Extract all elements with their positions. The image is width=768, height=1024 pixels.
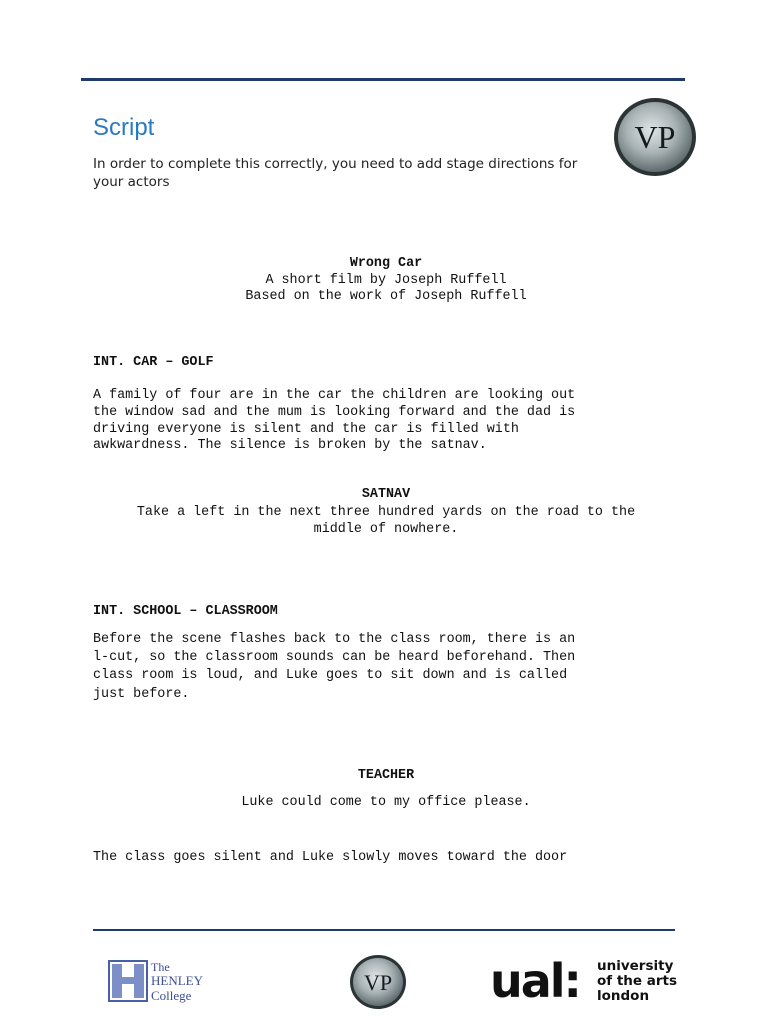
bottom-divider (93, 929, 675, 931)
script-byline: A short film by Joseph Ruffell (265, 273, 507, 288)
action-text: A family of four are in the car the children are looking out the window sad and the mum is looking forward and the dad is driving everyone is silent and the car is filled with awkwardness. The silence is broken by the satnav. (93, 388, 576, 454)
action-text: The class goes silent and Luke slowly moves toward the door (93, 850, 568, 865)
action-text: Before the scene flashes back to the class room, there is an l-cut, so the classroom sounds can be heard beforehand. Then class room is loud, and Luke goes to sit down and is called just before. (93, 632, 576, 702)
vp-logo (612, 96, 698, 178)
script-title: Wrong Car (349, 256, 423, 271)
svg-text:VP: VP (363, 970, 393, 995)
dialogue-text: Luke could come to my office please. (241, 795, 531, 810)
dialogue-text: Take a left in the next three hundred yards on the road to the middle of nowhere. (136, 505, 636, 537)
svg-text:College: College (151, 988, 192, 1003)
character-name: SATNAV (361, 487, 411, 502)
top-divider (81, 78, 685, 81)
scene-heading: INT. CAR – GOLF (93, 355, 214, 370)
scene-heading: INT. SCHOOL – CLASSROOM (93, 604, 278, 619)
vp-logo-footer (349, 954, 407, 1010)
script-based-on: Based on the work of Joseph Ruffell (245, 289, 527, 304)
svg-text:HENLEY: HENLEY (151, 973, 203, 988)
svg-text:The: The (151, 960, 170, 974)
henley-college-logo (108, 959, 218, 1005)
page-title: Script (93, 114, 155, 141)
ual-mark: ual: (490, 954, 580, 1008)
vp-logo-text: VP (634, 119, 676, 155)
instructions-text: In order to complete this correctly, you need to add stage directions for your actors (93, 156, 578, 190)
character-name: TEACHER (357, 768, 415, 783)
ual-wordmark: university of the arts london (597, 958, 678, 1004)
ual-logo (490, 954, 680, 1008)
